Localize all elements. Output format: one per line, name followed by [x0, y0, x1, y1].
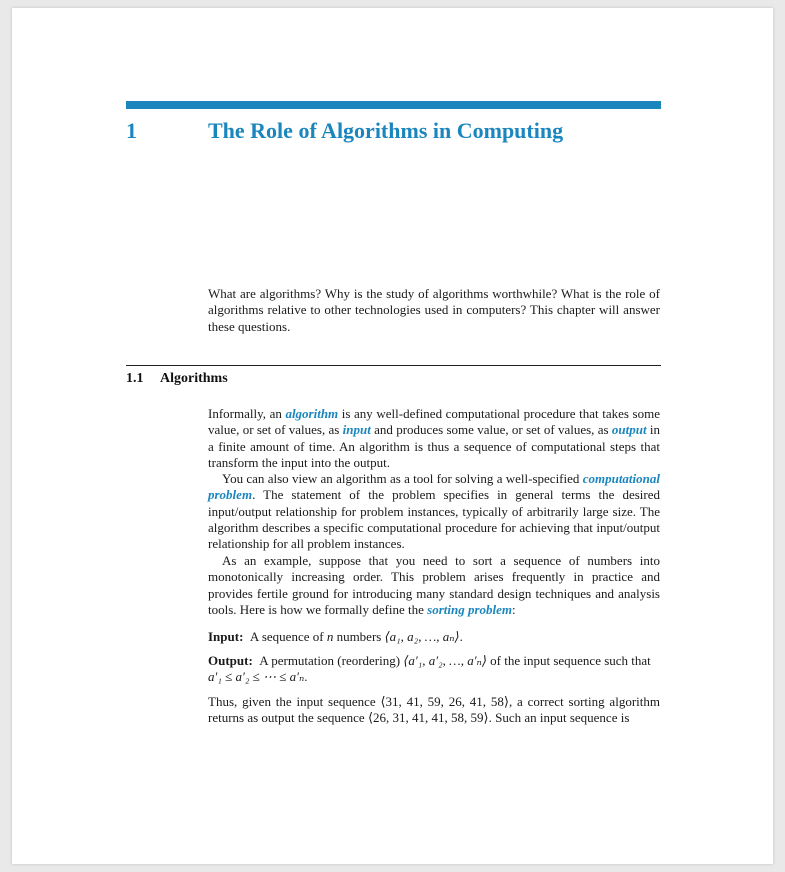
text-run: . Such an input sequence is	[488, 710, 630, 726]
output-label: Output:	[208, 653, 253, 668]
text-run: Thus, given the input sequence	[208, 694, 381, 709]
text-run: , a correct sorting algorithm returns as output the sequence	[208, 694, 660, 726]
text-run: . The statement of the problem specifies in general terms the desired input/output relationship for problem instances, typically of arbitrarily large size. The algorithm describes a specific computational procedure for achieving that input/output relationship for all problem instances.	[208, 487, 660, 552]
section-number: 1.1	[126, 371, 144, 386]
term-computational-problem: computational problem	[208, 471, 660, 503]
text-run: and produces some value, or set of values, as	[370, 422, 612, 438]
math-variable: n	[326, 629, 334, 644]
section-divider	[126, 365, 661, 366]
math-sequence: ⟨a′₁, a′₂, …, a′ₙ⟩	[403, 653, 487, 668]
text-run: of the input sequence such that	[486, 653, 651, 668]
section-title: Algorithms	[160, 371, 228, 386]
chapter-title: The Role of Algorithms in Computing	[208, 118, 564, 143]
text-run: You can also view an algorithm as a tool for solving a well-specified	[222, 471, 583, 486]
text-run: in a finite amount of time. An algorithm is thus a sequence of computational steps that transform the input into the output.	[208, 422, 660, 470]
math-sequence: ⟨26, 31, 41, 41, 58, 59⟩	[367, 710, 489, 726]
section-heading	[126, 371, 228, 387]
input-definition	[208, 629, 660, 645]
term-sorting-problem: sorting problem	[427, 601, 513, 617]
paragraph-algorithm-definition	[208, 406, 660, 471]
term-algorithm: algorithm	[285, 406, 339, 421]
chapter-number: 1	[126, 118, 137, 143]
text-run: :	[512, 601, 516, 617]
chapter-intro: What are algorithms? Why is the study of algorithms worthwhile? What is the role of algorithms relative to other technologies used in computers? This chapter will answer these questions.	[208, 286, 660, 334]
text-run: As an example, suppose that you need to sort a sequence of numbers into monotonically increasing order. This problem arises frequently in practice and provides fertile ground for introducing many standard design techniques and analysis tools. Here is how we formally define the	[208, 553, 660, 617]
paragraph-computational-problem	[208, 471, 660, 552]
math-condition: a′₁ ≤ a′₂ ≤ ⋯ ≤ a′ₙ	[208, 669, 305, 685]
page	[12, 8, 773, 864]
text-run: .	[304, 669, 308, 685]
text-run: is any well-defined computational procedure that takes some value, or set of values, as	[208, 406, 660, 438]
chapter-header-bar	[126, 101, 661, 109]
term-output: output	[611, 422, 647, 438]
paragraph-sorting-example	[208, 553, 660, 618]
text-run: A sequence of	[249, 629, 327, 644]
text-run: .	[459, 629, 463, 644]
output-definition	[208, 653, 660, 686]
math-sequence: ⟨a₁, a₂, …, aₙ⟩	[384, 629, 460, 644]
term-input: input	[342, 422, 371, 438]
paragraph-sorting-instance	[208, 694, 660, 727]
input-label: Input:	[208, 629, 244, 644]
text-run: numbers	[333, 629, 385, 644]
text-run: Informally, an	[208, 406, 286, 421]
text-run: A permutation (reordering)	[259, 653, 404, 668]
math-sequence: ⟨31, 41, 59, 26, 41, 58⟩	[380, 694, 509, 709]
